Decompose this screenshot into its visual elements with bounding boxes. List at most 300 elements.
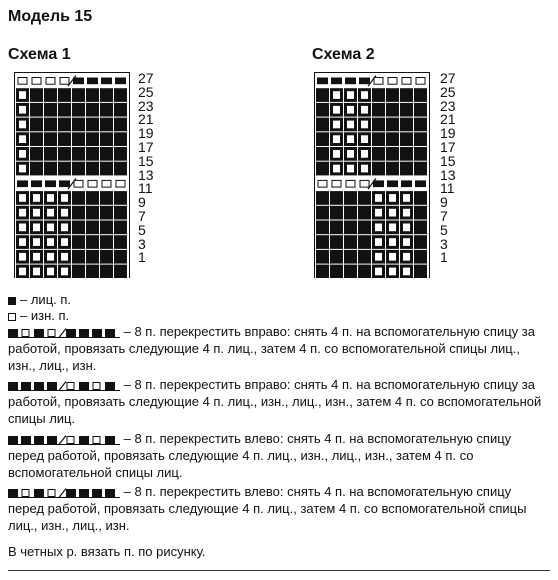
purl-cell [389, 224, 396, 232]
chart-cell [316, 265, 329, 278]
cable-knit-cell [31, 180, 42, 187]
chart-cell [86, 132, 99, 146]
chart-cell [372, 103, 385, 117]
sym-knit [21, 382, 31, 390]
chart-cell [44, 118, 57, 132]
chart-cell [372, 132, 385, 146]
cable-slash [59, 328, 66, 337]
footer-note: В четных р. вязать п. по рисунку. [8, 544, 206, 559]
chart-cell [72, 118, 85, 132]
chart-cell [386, 118, 399, 132]
row-number: 5 [138, 221, 146, 238]
sym-knit [34, 382, 44, 390]
schema1-row-numbers [138, 72, 154, 265]
purl-cell [61, 224, 68, 232]
purl-cell [403, 224, 410, 232]
cable-knit-cell [317, 78, 328, 85]
chart-cell [86, 250, 99, 264]
purl-cell [19, 238, 26, 246]
knit-symbol-icon [8, 297, 16, 305]
chart-cell [114, 88, 127, 102]
sym-knit [8, 489, 18, 497]
chart-cell [30, 103, 43, 117]
cable-purl-cell [332, 180, 341, 187]
chart-cell [386, 103, 399, 117]
sym-knit [8, 329, 18, 337]
sym-purl [48, 489, 55, 496]
purl-cell [403, 253, 410, 261]
chart-cell [114, 147, 127, 161]
chart-cell [414, 88, 427, 102]
cable-left-symbol-icon [8, 435, 120, 445]
chart-cell [86, 235, 99, 249]
purl-cell [361, 106, 368, 114]
purl-cell [61, 209, 68, 217]
cable-slash [59, 381, 66, 390]
schema1-title: Схема 1 [8, 46, 71, 63]
purl-cell [347, 106, 354, 114]
purl-cell [33, 238, 40, 246]
schema2-title: Схема 2 [312, 46, 375, 63]
chart-cell [330, 221, 343, 235]
chart-cell [30, 162, 43, 176]
purl-cell [347, 165, 354, 173]
chart-cell [44, 103, 57, 117]
chart-cell [100, 265, 113, 278]
chart-cell [358, 265, 371, 278]
chart-cell [330, 250, 343, 264]
chart-cell [58, 162, 71, 176]
purl-cell [61, 238, 68, 246]
cable-knit-cell [17, 180, 28, 187]
chart-cell [114, 206, 127, 220]
cable-desc-4-text: – 8 п. перекрестить влево: снять 4 п. на вспомогательную спицу перед работой, провязать следующие 4 п. лиц., затем 4 п. со вспомогательной спицы лиц., изн., лиц., изн. [8, 484, 527, 533]
chart-cell [44, 132, 57, 146]
chart-cell [100, 118, 113, 132]
row-number: 11 [138, 180, 153, 197]
chart-cell [330, 206, 343, 220]
chart-cell [316, 118, 329, 132]
purl-cell [375, 253, 382, 261]
chart-cell [344, 250, 357, 264]
purl-cell [19, 253, 26, 261]
chart-cell [414, 147, 427, 161]
row-number: 25 [440, 83, 456, 100]
row-number: 13 [138, 166, 154, 183]
chart-cell [400, 88, 413, 102]
chart-cell [316, 132, 329, 146]
cable-purl-cell [74, 180, 83, 187]
cable-desc-2-text: – 8 п. перекрестить вправо: снять 4 п. на вспомогательную спицу за работой, провязать следующие 4 п. лиц., изн., лиц., изн., затем 4 п. со вспомогательной спицы лиц. [8, 377, 542, 426]
chart-cell [414, 132, 427, 146]
purl-cell [347, 91, 354, 99]
chart-cell [72, 88, 85, 102]
sym-knit [66, 329, 76, 337]
cable-knit-cell [373, 180, 384, 187]
chart-cell [400, 147, 413, 161]
chart-cell [372, 162, 385, 176]
chart-cell [414, 118, 427, 132]
purl-cell [361, 165, 368, 173]
cable-purl-cell [402, 78, 411, 85]
sym-knit [105, 489, 115, 497]
purl-cell [19, 91, 26, 99]
chart-cell [316, 206, 329, 220]
chart-cell [114, 162, 127, 176]
cable-knit-cell [87, 78, 98, 85]
chart-cell [414, 191, 427, 205]
purl-cell [47, 209, 54, 217]
chart-cell [72, 162, 85, 176]
sym-knit [92, 489, 102, 497]
purl-cell [33, 253, 40, 261]
purl-cell [375, 238, 382, 246]
purl-cell [389, 253, 396, 261]
chart-cell [414, 235, 427, 249]
sym-knit [79, 489, 89, 497]
chart-cell [44, 88, 57, 102]
sym-knit [92, 329, 102, 337]
chart-cell [344, 221, 357, 235]
schema2-chart [314, 72, 434, 278]
sym-purl [93, 436, 100, 443]
row-number: 23 [138, 97, 154, 114]
chart-cell [358, 191, 371, 205]
chart-cell [316, 88, 329, 102]
sym-knit [105, 329, 115, 337]
chart-cell [114, 103, 127, 117]
chart-cell [72, 265, 85, 278]
purl-cell [19, 209, 26, 217]
chart-cell [400, 103, 413, 117]
chart-cell [58, 118, 71, 132]
cable-purl-cell [374, 78, 383, 85]
chart-cell [100, 162, 113, 176]
row-number: 11 [440, 180, 455, 197]
purl-cell [47, 253, 54, 261]
sym-knit [105, 382, 115, 390]
purl-cell [403, 209, 410, 217]
chart-cell [372, 118, 385, 132]
purl-cell [19, 268, 26, 276]
chart-cell [316, 162, 329, 176]
chart-cell [316, 191, 329, 205]
purl-cell [333, 106, 340, 114]
row-number: 25 [138, 83, 154, 100]
chart-cell [114, 191, 127, 205]
cable-purl-cell [360, 180, 369, 187]
cable-knit-cell [359, 78, 370, 85]
chart-cell [100, 88, 113, 102]
purl-cell [19, 194, 26, 202]
cable-knit-cell [345, 78, 356, 85]
purl-cell [61, 253, 68, 261]
row-number: 19 [138, 125, 154, 142]
sym-knit [47, 382, 57, 390]
chart-cell [358, 250, 371, 264]
chart-cell [372, 147, 385, 161]
purl-cell [403, 268, 410, 276]
chart-cell [316, 147, 329, 161]
purl-cell [375, 194, 382, 202]
purl-cell [19, 165, 26, 173]
purl-symbol-icon [8, 313, 16, 321]
purl-cell [403, 194, 410, 202]
purl-cell [61, 194, 68, 202]
chart-cell [358, 221, 371, 235]
row-number: 3 [440, 235, 448, 252]
chart-cell [100, 221, 113, 235]
cable-purl-cell [346, 180, 355, 187]
purl-cell [33, 194, 40, 202]
chart-cell [72, 132, 85, 146]
cable-purl-cell [88, 180, 97, 187]
legend-purl-label: – изн. п. [20, 308, 70, 323]
sym-knit [105, 436, 115, 444]
chart-cell [344, 191, 357, 205]
sym-knit [8, 436, 18, 444]
cable-knit-cell [331, 78, 342, 85]
row-number: 7 [440, 207, 448, 224]
purl-cell [333, 165, 340, 173]
sym-knit [21, 436, 31, 444]
chart-cell [86, 162, 99, 176]
sym-purl [22, 489, 29, 496]
chart-cell [414, 162, 427, 176]
purl-cell [361, 150, 368, 158]
purl-cell [19, 150, 26, 158]
chart-cell [414, 221, 427, 235]
purl-cell [375, 224, 382, 232]
cable-purl-cell [116, 180, 125, 187]
purl-cell [389, 238, 396, 246]
chart-cell [72, 147, 85, 161]
row-number: 17 [138, 138, 154, 155]
purl-cell [47, 268, 54, 276]
chart-cell [316, 250, 329, 264]
cable-right-symbol-icon [8, 328, 120, 338]
row-number: 3 [138, 235, 146, 252]
purl-cell [19, 224, 26, 232]
chart-cell [100, 250, 113, 264]
chart-cell [86, 265, 99, 278]
row-number: 27 [138, 70, 154, 86]
chart-cell [114, 221, 127, 235]
chart-cell [86, 206, 99, 220]
cable-knit-cell [59, 180, 70, 187]
purl-cell [333, 135, 340, 143]
cable-left-purl-symbol-icon [8, 488, 120, 498]
chart-cell [58, 103, 71, 117]
chart-cell [414, 206, 427, 220]
row-number: 17 [440, 138, 456, 155]
cable-desc-3 [8, 430, 548, 481]
chart-cell [358, 206, 371, 220]
cable-knit-cell [73, 78, 84, 85]
cable-purl-cell [318, 180, 327, 187]
bottom-rule [8, 570, 550, 571]
cable-desc-1 [8, 323, 548, 374]
chart-cell [100, 147, 113, 161]
chart-cell [400, 118, 413, 132]
row-number: 19 [440, 125, 456, 142]
sym-knit [79, 329, 89, 337]
chart-cell [344, 265, 357, 278]
purl-cell [19, 135, 26, 143]
chart-cell [414, 265, 427, 278]
chart-cell [58, 88, 71, 102]
purl-cell [19, 106, 26, 114]
cable-knit-cell [45, 180, 56, 187]
chart-cell [58, 147, 71, 161]
legend-knit [8, 292, 71, 307]
chart-cell [86, 191, 99, 205]
purl-cell [389, 209, 396, 217]
cable-right-purl-symbol-icon [8, 381, 120, 391]
chart-cell [100, 235, 113, 249]
cable-knit-cell [387, 180, 398, 187]
chart-cell [414, 250, 427, 264]
purl-cell [389, 268, 396, 276]
row-number: 23 [440, 97, 456, 114]
sym-knit [34, 436, 44, 444]
cable-desc-1-text: – 8 п. перекрестить вправо: снять 4 п. на вспомогательную спицу за работой, провязать следующие 4 п. лиц., затем 4 п. со вспомогательной спицы лиц., изн., лиц., изн. [8, 324, 535, 373]
sym-knit [79, 436, 89, 444]
chart-cell [316, 221, 329, 235]
cable-desc-3-text: – 8 п. перекрестить влево: снять 4 п. на вспомогательную спицу перед работой, провязать следующие 4 п. лиц., изн., лиц., изн., затем 4 п. со вспомогательной спицы лиц. [8, 431, 512, 480]
chart-cell [330, 191, 343, 205]
sym-knit [79, 382, 89, 390]
chart-cell [316, 103, 329, 117]
chart-cell [386, 162, 399, 176]
purl-cell [389, 194, 396, 202]
chart-cell [386, 147, 399, 161]
cable-slash [59, 488, 66, 497]
row-number: 15 [138, 152, 154, 169]
cable-slash [59, 435, 66, 444]
schema2-row-numbers [440, 72, 456, 265]
purl-cell [375, 209, 382, 217]
chart-cell [30, 118, 43, 132]
chart-cell [44, 162, 57, 176]
cable-desc-4 [8, 483, 548, 534]
sym-knit [34, 329, 44, 337]
model-title: Модель 15 [8, 8, 93, 25]
purl-cell [347, 150, 354, 158]
row-number: 27 [440, 70, 456, 86]
cable-desc-2 [8, 376, 548, 427]
legend-knit-label: – лиц. п. [20, 292, 72, 307]
chart-cell [114, 250, 127, 264]
purl-cell [361, 135, 368, 143]
sym-knit [47, 436, 57, 444]
chart-cell [100, 191, 113, 205]
chart-cell [386, 132, 399, 146]
purl-cell [333, 91, 340, 99]
cable-knit-cell [415, 180, 426, 187]
purl-cell [33, 268, 40, 276]
cable-purl-cell [102, 180, 111, 187]
cable-purl-cell [388, 78, 397, 85]
schema1-chart [14, 72, 134, 278]
chart-cell [86, 88, 99, 102]
cable-knit-cell [115, 78, 126, 85]
chart-cell [330, 265, 343, 278]
cable-purl-cell [18, 78, 27, 85]
chart-cell [114, 235, 127, 249]
cable-purl-cell [46, 78, 55, 85]
row-number: 21 [440, 111, 456, 128]
row-number: 7 [138, 207, 146, 224]
purl-cell [19, 121, 26, 129]
row-number: 9 [138, 194, 146, 211]
chart-cell [100, 132, 113, 146]
chart-cell [386, 88, 399, 102]
sym-knit [66, 489, 76, 497]
chart-cell [358, 235, 371, 249]
purl-cell [47, 194, 54, 202]
purl-cell [375, 268, 382, 276]
chart-cell [414, 103, 427, 117]
row-number: 5 [440, 221, 448, 238]
sym-purl [22, 329, 29, 336]
row-number: 1 [440, 249, 448, 266]
chart-cell [372, 88, 385, 102]
chart-cell [114, 265, 127, 278]
purl-cell [333, 150, 340, 158]
purl-cell [61, 268, 68, 276]
chart-cell [114, 132, 127, 146]
purl-cell [403, 238, 410, 246]
chart-cell [72, 250, 85, 264]
chart-cell [86, 103, 99, 117]
chart-cell [30, 88, 43, 102]
sym-purl [67, 436, 74, 443]
chart-cell [114, 118, 127, 132]
purl-cell [361, 91, 368, 99]
chart-cell [72, 235, 85, 249]
sym-knit [8, 382, 18, 390]
chart-cell [86, 221, 99, 235]
sym-purl [48, 329, 55, 336]
chart-cell [400, 162, 413, 176]
chart-cell [344, 206, 357, 220]
purl-cell [333, 121, 340, 129]
purl-cell [33, 224, 40, 232]
chart-cell [330, 235, 343, 249]
chart-cell [72, 221, 85, 235]
purl-cell [33, 209, 40, 217]
row-number: 9 [440, 194, 448, 211]
purl-cell [47, 238, 54, 246]
chart-cell [100, 103, 113, 117]
chart-cell [86, 118, 99, 132]
purl-cell [347, 135, 354, 143]
chart-cell [44, 147, 57, 161]
chart-cell [72, 191, 85, 205]
cable-purl-cell [32, 78, 41, 85]
purl-cell [47, 224, 54, 232]
chart-cell [72, 103, 85, 117]
chart-cell [58, 132, 71, 146]
cable-purl-cell [416, 78, 425, 85]
chart-cell [72, 206, 85, 220]
legend-purl [8, 308, 69, 323]
cable-knit-cell [101, 78, 112, 85]
sym-knit [34, 489, 44, 497]
chart-cell [316, 235, 329, 249]
cable-knit-cell [401, 180, 412, 187]
